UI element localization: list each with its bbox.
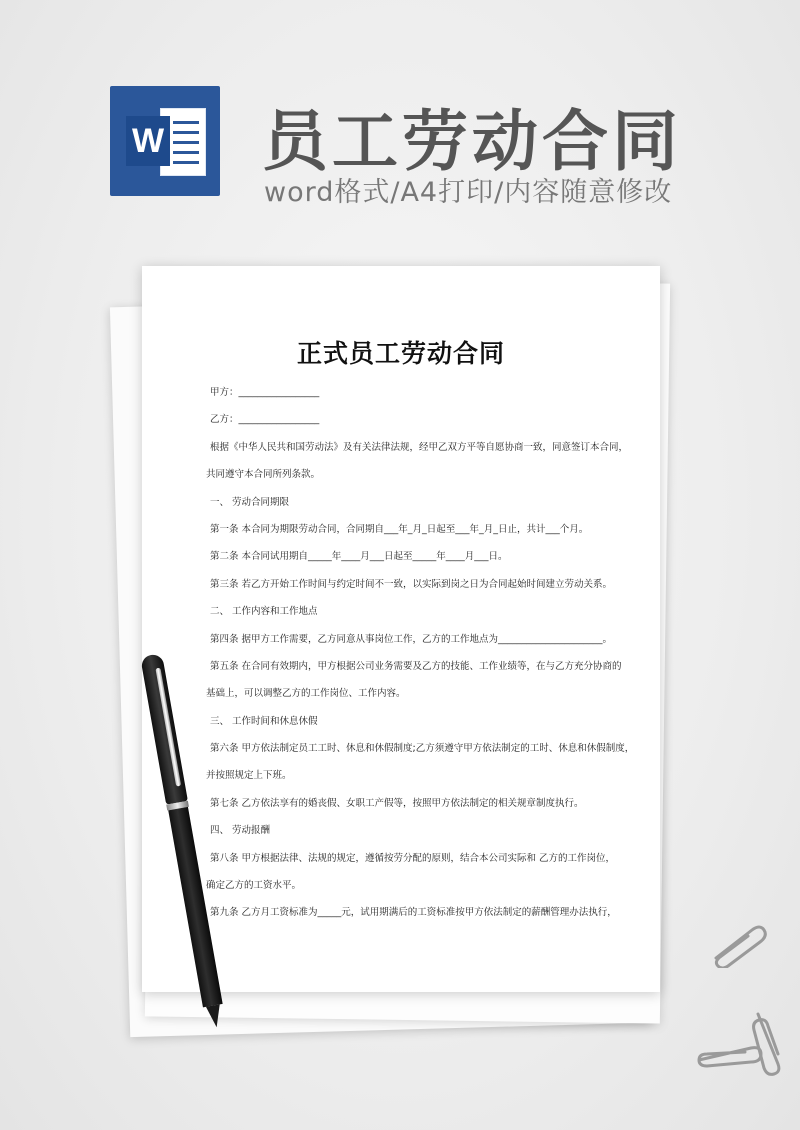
word-logo-icon <box>110 86 220 196</box>
clause-line: 第二条 本合同试用期自_____年____月___日起至_____年____月___日。 <box>210 551 508 563</box>
document-body <box>206 386 635 934</box>
preamble-line: 根据《中华人民共和国劳动法》及有关法律法规，经甲乙双方平等自愿协商一致，同意签订本合同， <box>210 441 629 453</box>
preamble-continued-line: 共同遵守本合同所列条款。 <box>206 469 321 481</box>
clause-continued-line: 基础上，可以调整乙方的工作岗位、工作内容。 <box>206 688 406 700</box>
clause-line: 第三条 若乙方开始工作时间与约定时间不一致，以实际到岗之日为合同起始时间建立劳动关系。 <box>210 578 613 590</box>
section-heading: 二、 工作内容和工作地点 <box>210 606 318 618</box>
paperclip-icon <box>708 918 768 968</box>
party-b-line: 乙方：_________________ <box>210 414 320 426</box>
clause-line: 第六条 甲方依法制定员工工时、休息和休假制度;乙方须遵守甲方依法制定的工时、休息和休假制度， <box>210 743 635 755</box>
clause-continued-line: 确定乙方的工资水平。 <box>206 880 302 892</box>
section-heading: 一、 劳动合同期限 <box>210 496 290 508</box>
word-letter: W <box>126 116 170 166</box>
party-a-line: 甲方：_________________ <box>210 387 320 398</box>
banner-subtitle: word格式/A4打印/内容随意修改 <box>264 177 673 208</box>
clause-line: 第四条 据甲方工作需要，乙方同意从事岗位工作，乙方的工作地点为______________________。 <box>210 633 613 645</box>
paperclip-icon <box>748 1008 788 1078</box>
clause-continued-line: 并按照规定上下班。 <box>206 770 292 782</box>
document-title: 正式员工劳动合同 <box>296 339 505 368</box>
section-heading: 四、 劳动报酬 <box>210 825 271 837</box>
clause-line: 第九条 乙方月工资标准为_____元，试用期满后的工资标准按甲方依法制定的薪酬管理办法执行， <box>210 907 617 919</box>
clause-line: 第七条 乙方依法享有的婚丧假、女职工产假等，按照甲方依法制定的相关规章制度执行。 <box>210 797 584 809</box>
section-heading: 三、 工作时间和休息休假 <box>210 715 318 727</box>
document-page <box>142 266 660 992</box>
clause-line: 第一条 本合同为期限劳动合同，合同期自___年_月_日起至___年_月_日止，共计___个月。 <box>210 523 589 535</box>
clause-line: 第八条 甲方根据法律、法规的规定，遵循按劳分配的原则，结合本公司实际和 乙方的工作岗位， <box>210 852 616 864</box>
clause-line: 第五条 在合同有效期内，甲方根据公司业务需要及乙方的技能、工作业绩等，在与乙方充分协商的 <box>210 660 622 672</box>
banner-title: 员工劳动合同 <box>262 103 682 180</box>
